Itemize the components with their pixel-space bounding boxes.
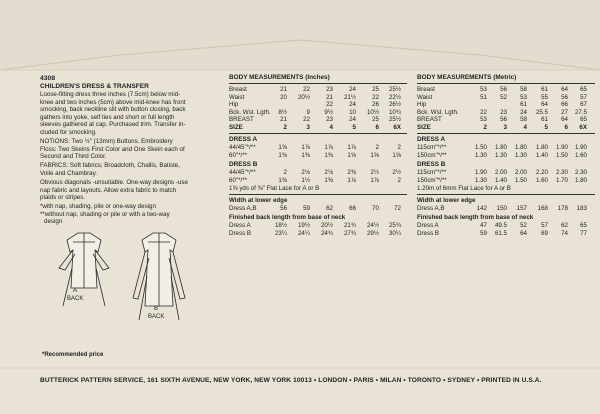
metric-body-table	[417, 86, 587, 131]
inches-dress-a-table	[229, 144, 401, 159]
metric-dress-a-table	[417, 144, 587, 159]
view-a-label: BACK	[67, 296, 84, 302]
pattern-number: 4308	[40, 75, 56, 82]
caution-line: nap fabric and layouts. Allow extra fabric to match	[40, 186, 177, 194]
metric-dress-b-table	[417, 169, 587, 184]
inches-width-table	[229, 205, 401, 213]
description-line: smocking, back neckline slit with button closing, back	[40, 106, 186, 113]
fabrics-line: Voile and Chambray.	[40, 169, 97, 177]
inches-width-title: Width at lower edge	[229, 197, 288, 204]
recommended-price-note: *Recommended price	[42, 352, 104, 358]
footnote-line: *with nap, shading, pile or one-way design	[40, 203, 156, 210]
footnote-line: design	[44, 218, 63, 225]
metric-dress-b-title: DRESS B	[417, 161, 446, 168]
notions-line: NOTIONS: Two ½" (13mm) Buttons. Embroidery	[40, 138, 173, 145]
pattern-title: CHILDREN'S DRESS & TRANSFER	[40, 83, 149, 90]
view-b-label: BACK	[148, 314, 165, 320]
table-row: Breast 53 56 58 61 64 65	[417, 86, 587, 93]
divider	[229, 194, 407, 195]
table-row: Hip 61 64 66 67	[417, 101, 587, 108]
inches-length-table	[229, 222, 401, 237]
inches-dress-b-title: DRESS B	[229, 161, 258, 168]
table-row: 60"*/** 1⅜ 1⅜ 1⅜ 1⅝ 1⅝ 1⅝	[229, 151, 401, 159]
table-row: Dress B 23¼ 24¼ 24¾ 27¾ 29½ 30¼	[229, 229, 401, 237]
divider	[229, 133, 407, 134]
metric-width-title: Width at lower edge	[417, 197, 476, 204]
size-row: SIZE 2 3 4 5 6 6X	[229, 123, 401, 131]
metric-lace-note: 1.20m of 6mm Flat Lace for A or B	[417, 185, 511, 192]
notions-line: Second and Third Color.	[40, 153, 107, 160]
table-row: 150cm"*/** 1.30 1.40 1.50 1.60 1.70 1.80	[417, 176, 587, 184]
table-row: Bck. Wst. Lgth. 22 23 24 25.5 27 27.5	[417, 108, 587, 116]
notions-line: Floss: Two Skeins First Color and One Skein each of	[40, 145, 185, 153]
footnote-line: **without nap, shading or pile or with a two-way	[40, 210, 170, 218]
size-row: SIZE 2 3 4 5 6 6X	[417, 123, 587, 131]
description-line: Loose-fitting dress three inches (7.5cm) below mid-	[40, 91, 181, 98]
metric-length-title: Finished back length from base of neck	[417, 214, 534, 221]
divider	[417, 83, 595, 84]
table-row: Bck. Wst. Lgth. 8½ 9 9½ 10 10½ 10¾	[229, 108, 401, 116]
inches-length-title: Finished back length from base of neck	[229, 214, 346, 221]
fabrics-line: FABRICS: Soft fabrics; Broadcloth, Challis, Batiste,	[40, 162, 180, 169]
table-row: 44/45"*/** 2 2⅛ 2⅛ 2⅜ 2½ 2½	[229, 169, 401, 176]
table-row: Dress A,B 142 150 157 168 178 183	[417, 205, 587, 212]
table-row: Waist 20 20½ 21 21½ 22 22½	[229, 93, 401, 101]
metric-length-table	[417, 222, 587, 237]
caution-line: plaids or stripes.	[40, 194, 86, 201]
publisher-footer: BUTTERICK PATTERN SERVICE, 161 SIXTH AVENUE, NEW YORK, NEW YORK 10013 • LONDON • PARIS • MILAN • TORONTO • SYDNEY • PRINTED IN U.S.A.	[40, 377, 542, 384]
table-row: Dress B 59 61.5 64 69 74 77	[417, 229, 587, 237]
table-row: 44/45"*/** 1⅝ 1⅞ 1⅞ 1⅞ 2 2	[229, 144, 401, 151]
table-row: Hip 22 24 26 26½	[229, 101, 401, 108]
table-row: 115cm"*/** 1.90 2.00 2.00 2.20 2.30 2.30	[417, 169, 587, 176]
description-line: knee and two inches (5cm) above mid-knee has front	[40, 98, 186, 106]
divider	[229, 83, 407, 84]
inches-body-table	[229, 86, 401, 131]
table-row: 60"*/** 1⅜ 1½ 1⅜ 1⅞ 1⅞ 2	[229, 176, 401, 184]
table-row: Breast 21 22 23 24 25 25½	[229, 86, 401, 93]
table-row: 115cm"*/** 1.50 1.80 1.80 1.80 1.90 1.90	[417, 144, 587, 151]
metric-width-table	[417, 205, 587, 213]
back-view-sketches	[45, 228, 215, 338]
inches-dress-a-title: DRESS A	[229, 136, 258, 143]
description-line: cluded for smocking.	[40, 128, 97, 136]
table-row: BREAST 21 22 23 24 25 25½	[229, 116, 401, 123]
metric-dress-a-title: DRESS A	[417, 136, 446, 143]
caution-line: Obvious diagonals -unsuitable. One-way designs -use	[40, 179, 188, 186]
metric-heading: BODY MEASUREMENTS (Metric)	[417, 74, 517, 81]
table-row: Dress A,B 56 59 62 66 70 72	[229, 205, 401, 212]
table-row: BREAST 53 56 58 61 64 65	[417, 116, 587, 123]
description-line: gathers into yoke, self ties and short or full length	[40, 113, 175, 121]
view-b-letter: B	[154, 306, 159, 312]
inches-lace-note: 1⅝ yds of ⅜" Flat Lace for A or B	[229, 185, 320, 192]
description-line: sleeves gathered at cap. Purchased trim. Transfer in-	[40, 121, 186, 128]
table-row: Dress A 47 49.5 52 57 62 65	[417, 222, 587, 229]
inches-heading: BODY MEASUREMENTS (Inches)	[229, 74, 330, 81]
divider	[417, 194, 595, 195]
inches-dress-b-table	[229, 169, 401, 184]
table-row: Dress A 18½ 19½ 20½ 21¾ 24½ 25¾	[229, 222, 401, 229]
table-row: 150cm"*/** 1.30 1.30 1.30 1.40 1.50 1.60	[417, 151, 587, 159]
divider	[417, 133, 595, 134]
dress-b-back-sketch	[133, 233, 185, 320]
table-row: Waist 51 52 53 55 56 57	[417, 93, 587, 101]
view-a-letter: A	[73, 288, 78, 294]
